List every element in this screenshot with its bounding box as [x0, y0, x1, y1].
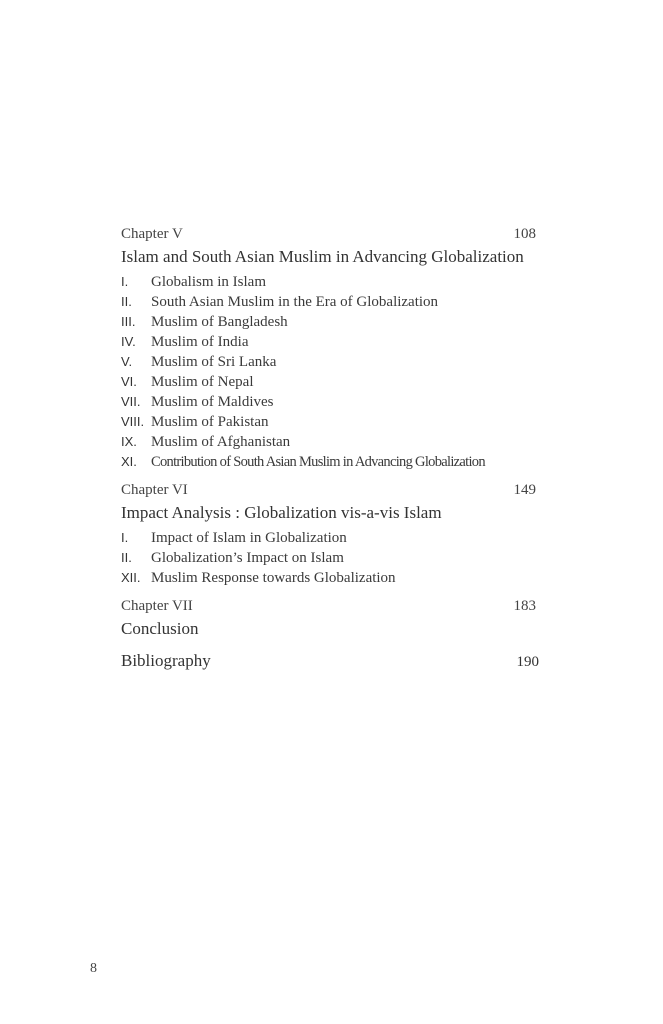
chapter-heading	[121, 596, 539, 616]
chapter-vi	[121, 480, 539, 588]
chapter-page-number: 108	[513, 226, 536, 242]
list-item	[121, 392, 539, 412]
bibliography-label: Bibliography	[121, 651, 211, 670]
list-item	[121, 352, 539, 372]
list-item	[121, 332, 539, 352]
item-number: VIII.	[121, 414, 145, 429]
item-number: II.	[121, 294, 132, 309]
item-text: Muslim Response towards Globalization	[151, 570, 396, 586]
chapter-v	[121, 224, 539, 472]
list-item	[121, 432, 539, 452]
item-number: I.	[121, 274, 129, 289]
item-text: Muslim of Maldives	[151, 394, 274, 410]
item-number: VI.	[121, 374, 137, 389]
bibliography-entry	[121, 649, 539, 674]
item-text: Muslim of Nepal	[151, 374, 254, 390]
item-number: XII.	[121, 570, 141, 585]
chapter-title: Conclusion	[121, 619, 199, 638]
item-text: Muslim of Bangladesh	[151, 314, 288, 330]
chapter-heading	[121, 480, 539, 500]
item-number: XI.	[121, 454, 137, 469]
item-number: IX.	[121, 434, 137, 449]
item-number: II.	[121, 550, 132, 565]
item-number: IV.	[121, 334, 136, 349]
list-item	[121, 292, 539, 312]
chapter-label: Chapter V	[121, 226, 183, 242]
chapter-page-number: 149	[513, 482, 536, 498]
item-number: III.	[121, 314, 136, 329]
list-item	[121, 568, 539, 588]
list-item	[121, 312, 539, 332]
spacer	[121, 588, 539, 596]
item-text: Impact of Islam in Globalization	[151, 530, 347, 546]
page-number: 8	[90, 961, 97, 976]
list-item	[121, 528, 539, 548]
section-list	[121, 528, 539, 588]
item-text: Muslim of Afghanistan	[151, 434, 291, 450]
list-item	[121, 452, 539, 472]
chapter-label: Chapter VII	[121, 598, 193, 614]
item-number: V.	[121, 354, 133, 369]
spacer	[121, 472, 539, 480]
list-item	[121, 412, 539, 432]
item-text: Muslim of Sri Lanka	[151, 354, 277, 370]
item-number: VII.	[121, 394, 141, 409]
item-number: I.	[121, 530, 129, 545]
table-of-contents	[121, 224, 539, 674]
item-text: Globalism in Islam	[151, 274, 266, 290]
chapter-page-number: 183	[513, 598, 536, 614]
list-item	[121, 272, 539, 292]
item-text: Muslim of Pakistan	[151, 414, 269, 430]
chapter-heading	[121, 224, 539, 244]
chapter-label: Chapter VI	[121, 482, 188, 498]
section-list	[121, 272, 539, 472]
chapter-vii	[121, 596, 539, 641]
item-text: South Asian Muslim in the Era of Globalization	[151, 294, 439, 310]
bibliography-page-number: 190	[516, 654, 539, 670]
item-text: Muslim of India	[151, 334, 249, 350]
list-item	[121, 372, 539, 392]
item-text: Globalization’s Impact on Islam	[151, 550, 344, 566]
chapter-title: Islam and South Asian Muslim in Advancing Globalization	[121, 247, 524, 266]
chapter-title: Impact Analysis : Globalization vis-a-vis Islam	[121, 503, 442, 522]
list-item	[121, 548, 539, 568]
item-text: Contribution of South Asian Muslim in Advancing Globalization	[151, 454, 485, 470]
